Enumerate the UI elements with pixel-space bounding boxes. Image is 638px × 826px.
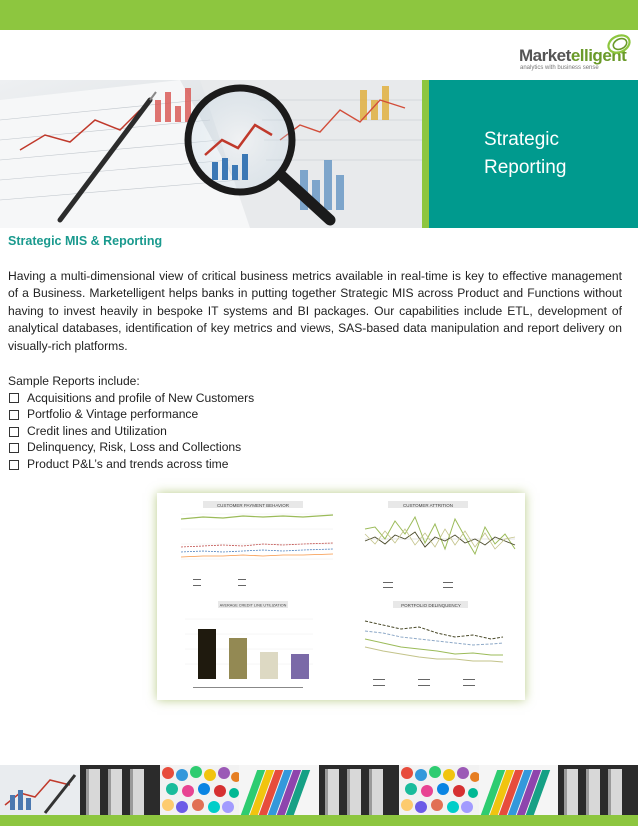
thumb-book-spines bbox=[239, 765, 319, 815]
payment-behavior-chart-image bbox=[163, 499, 338, 594]
checkbox-icon bbox=[9, 443, 19, 453]
portfolio-delinquency-chart-image bbox=[343, 599, 519, 694]
top-accent-bar bbox=[0, 0, 638, 30]
list-item: Acquisitions and profile of New Customers bbox=[8, 390, 622, 407]
checkbox-icon bbox=[9, 427, 19, 437]
thumb-book-spines bbox=[479, 765, 559, 815]
thumb-columns bbox=[319, 765, 399, 815]
sample-charts-panel bbox=[157, 493, 525, 700]
thumb-charts-pen bbox=[0, 765, 80, 815]
list-item: Credit lines and Utilization bbox=[8, 423, 622, 440]
checkbox-icon bbox=[9, 393, 19, 403]
chart1-title: CUSTOMER PAYMENT BEHAVIOR bbox=[216, 503, 290, 508]
bottom-image-strip bbox=[0, 765, 638, 815]
thumb-colorful-balls bbox=[399, 765, 479, 815]
hero-banner bbox=[0, 80, 638, 228]
logo-tagline: analytics with business sense bbox=[520, 65, 599, 71]
thumb-columns bbox=[80, 765, 160, 815]
credit-line-utilization-chart-image bbox=[163, 599, 338, 694]
chart3-title: AVERAGE CREDIT LINE UTILIZATION bbox=[219, 603, 287, 608]
section-title: Strategic MIS & Reporting bbox=[8, 234, 163, 248]
report-list bbox=[8, 390, 622, 473]
checkbox-icon bbox=[9, 460, 19, 470]
list-item: Product P&L’s and trends across time bbox=[8, 457, 622, 474]
main-content bbox=[8, 233, 622, 473]
checkbox-icon bbox=[9, 410, 19, 420]
reports-label: Sample Reports include: bbox=[8, 373, 140, 388]
chart4-title: PORTFOLIO DELINQUENCY bbox=[401, 603, 461, 608]
hero-title-box bbox=[429, 80, 638, 228]
hero-title: Strategic Reporting bbox=[484, 129, 567, 178]
chart2-title: CUSTOMER ATTRITION bbox=[402, 503, 454, 508]
marketelligent-logo bbox=[519, 36, 631, 76]
hero-photo-charts-magnifier bbox=[0, 80, 422, 228]
bottom-accent-bar bbox=[0, 815, 638, 826]
thumb-columns bbox=[558, 765, 638, 815]
list-item: Delinquency, Risk, Loss and Collections bbox=[8, 440, 622, 457]
magnifying-glass-icon bbox=[0, 80, 422, 228]
thumb-colorful-balls bbox=[160, 765, 240, 815]
logo-swirl-icon bbox=[603, 32, 633, 56]
hero-green-stripe bbox=[422, 80, 429, 228]
list-item: Portfolio & Vintage performance bbox=[8, 407, 622, 424]
attrition-chart-image bbox=[343, 499, 519, 594]
logo-wordmark: Marketelligent bbox=[519, 46, 627, 65]
intro-paragraph: Having a multi-dimensional view of critical business metrics available in real-time is key to effective management of a Business. Marketelligent helps banks in putting together Strategic MIS across Product and Functions without having to invest heavily in bespoke IT systems and BI packages. Our capabilities include ETL, development of analytical databases, identification of key metrics and views, SAS-based data manipulation and report delivery on visually-rich platforms. bbox=[8, 268, 622, 353]
